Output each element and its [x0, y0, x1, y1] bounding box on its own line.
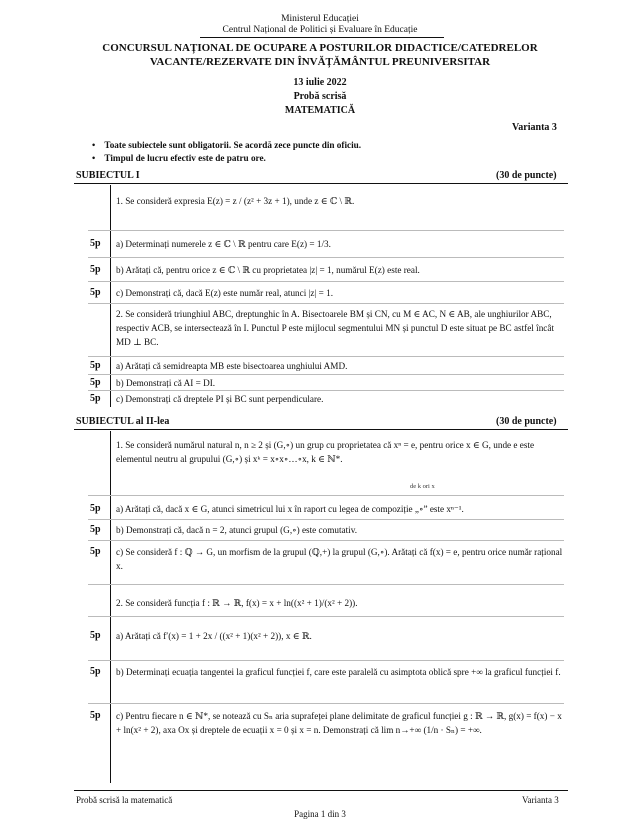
s1-row-divider [88, 303, 564, 304]
s2-q2c: c) Pentru fiecare n ∈ ℕ*, se notează cu Sₙ aria suprafeței plane delimitate de graficul funcției g : ℝ → ℝ, g(x) = f(x) − x + ln(x² + 2), axa Ox și dreptele de ecuații x = 0 și x = n. Demonstrați că lim n→+∞ (1/n · Sₙ) = +∞. [116, 711, 562, 735]
s2-row-divider [88, 540, 564, 541]
exam-subject: MATEMATICĂ [284, 105, 356, 116]
s1-row-divider [88, 257, 564, 258]
s1-q1a-points: 5p [90, 238, 101, 249]
exam-type: Probă scrisă [293, 91, 347, 102]
s1-q1-intro: 1. Se consideră expresia E(z) = z / (z² + 3z + 1), unde z ∈ ℂ \ ℝ. [116, 196, 355, 206]
s1-q2b: b) Demonstrați că AI = DI. [116, 378, 216, 388]
s1-row-divider [88, 356, 564, 357]
header-rule [200, 37, 444, 38]
s2-row-divider [88, 584, 564, 585]
section-2-margin-line [110, 431, 111, 783]
s2-q1c-points: 5p [90, 546, 101, 557]
s2-row-divider [88, 616, 564, 617]
s2-q1c: c) Se consideră f : ℚ → G, un morfism de la grupul (ℚ,+) la grupul (G,∘). Arătați că f(x) = e, pentru orice număr rațional x. [116, 547, 563, 571]
title-line-2: VACANTE/REZERVATE DIN ÎNVĂȚĂMÂNTUL PREUNIVERSITAR [149, 56, 491, 68]
s1-q2-intro: 2. Se consideră triunghiul ABC, dreptunghic în A. Bisectoarele BM și CN, cu M ∈ AC, N ∈ AB, ale unghiurilor ABC, respectiv ACB, se intersectează în I. Punctul P este mijlocul segmentului MN și punctul D este situat pe BC astfel încât MD ⊥ BC. [116, 309, 555, 347]
s1-q1b: b) Arătați că, pentru orice z ∈ ℂ \ ℝ cu proprietatea |z| = 1, numărul E(z) este real. [116, 265, 420, 275]
s1-q2c: c) Demonstrați că dreptele PI și BC sunt perpendiculare. [116, 394, 324, 404]
footer-rule [74, 790, 568, 791]
s1-q2b-points: 5p [90, 377, 101, 388]
s2-q1a-points: 5p [90, 503, 101, 514]
footer-right: Varianta 3 [522, 795, 559, 805]
s1-q2a: a) Arătați că semidreapta MB este bisectoarea unghiului AMD. [116, 361, 348, 371]
s2-q2a-points: 5p [90, 630, 101, 641]
instruction-1: • Toate subiectele sunt obligatorii. Se acordă zece puncte din oficiu. [92, 140, 362, 150]
s1-q1c: c) Demonstrați că, dacă E(z) este număr real, atunci |z| = 1. [116, 288, 334, 298]
section-2-title: SUBIECTUL al II-lea [76, 416, 170, 427]
s2-row-divider [88, 660, 564, 661]
s1-row-divider [88, 230, 564, 231]
s2-q1-intro: 1. Se consideră numărul natural n, n ≥ 2 și (G,∘) un grup cu proprietatea că xⁿ = e, pentru orice x ∈ G, unde e este elementul neutru al grupului (G,∘) și xᵏ = x∘x∘…∘x, k ∈ ℕ*. [116, 440, 535, 464]
center-name: Centrul Național de Politici și Evaluare în Educație [222, 25, 418, 35]
ministry-name: Ministerul Educației [281, 14, 359, 24]
section-2-points: (30 de puncte) [496, 416, 557, 427]
s1-q1b-points: 5p [90, 264, 101, 275]
s2-row-divider [88, 495, 564, 496]
section-1-points: (30 de puncte) [496, 170, 557, 181]
s1-row-divider [88, 390, 564, 391]
section-1-title: SUBIECTUL I [76, 170, 140, 181]
s1-row-divider [88, 281, 564, 282]
s2-q1a: a) Arătați că, dacă x ∈ G, atunci simetricul lui x în raport cu legea de compoziție „∘” este xⁿ⁻¹. [116, 504, 464, 514]
section-2-rule [74, 429, 568, 430]
page-number: Pagina 1 din 3 [294, 809, 346, 819]
s2-row-divider [88, 703, 564, 704]
title-line-1: CONCURSUL NAȚIONAL DE OCUPARE A POSTURILOR DIDACTICE/CATEDRELOR [102, 42, 538, 54]
s2-q1b-points: 5p [90, 524, 101, 535]
s2-q1-underbrace-label: de k ori x [410, 483, 435, 490]
s1-row-divider [88, 374, 564, 375]
footer-left: Probă scrisă la matematică [76, 795, 173, 805]
instruction-2: • Timpul de lucru efectiv este de patru ore. [92, 153, 266, 163]
s1-q1c-points: 5p [90, 287, 101, 298]
exam-date: 13 iulie 2022 [293, 77, 347, 88]
s2-q2c-points: 5p [90, 710, 101, 721]
s2-q2b: b) Determinați ecuația tangentei la graficul funcției f, care este paralelă cu asimptota oblică spre +∞ la graficul funcției f. [116, 667, 561, 677]
s1-q2a-points: 5p [90, 360, 101, 371]
s2-q2a: a) Arătați că f′(x) = 1 + 2x / ((x² + 1)(x² + 2)), x ∈ ℝ. [116, 631, 312, 641]
s2-q2b-points: 5p [90, 666, 101, 677]
s2-row-divider [88, 519, 564, 520]
s2-q2-intro: 2. Se consideră funcția f : ℝ → ℝ, f(x) = x + ln((x² + 1)/(x² + 2)). [116, 598, 358, 608]
s1-q2c-points: 5p [90, 393, 101, 404]
variant-label: Varianta 3 [512, 122, 557, 133]
section-1-rule [74, 183, 568, 184]
s2-q1b: b) Demonstrați că, dacă n = 2, atunci grupul (G,∘) este comutativ. [116, 525, 357, 535]
s1-q1a: a) Determinați numerele z ∈ ℂ \ ℝ pentru care E(z) = 1/3. [116, 239, 331, 249]
